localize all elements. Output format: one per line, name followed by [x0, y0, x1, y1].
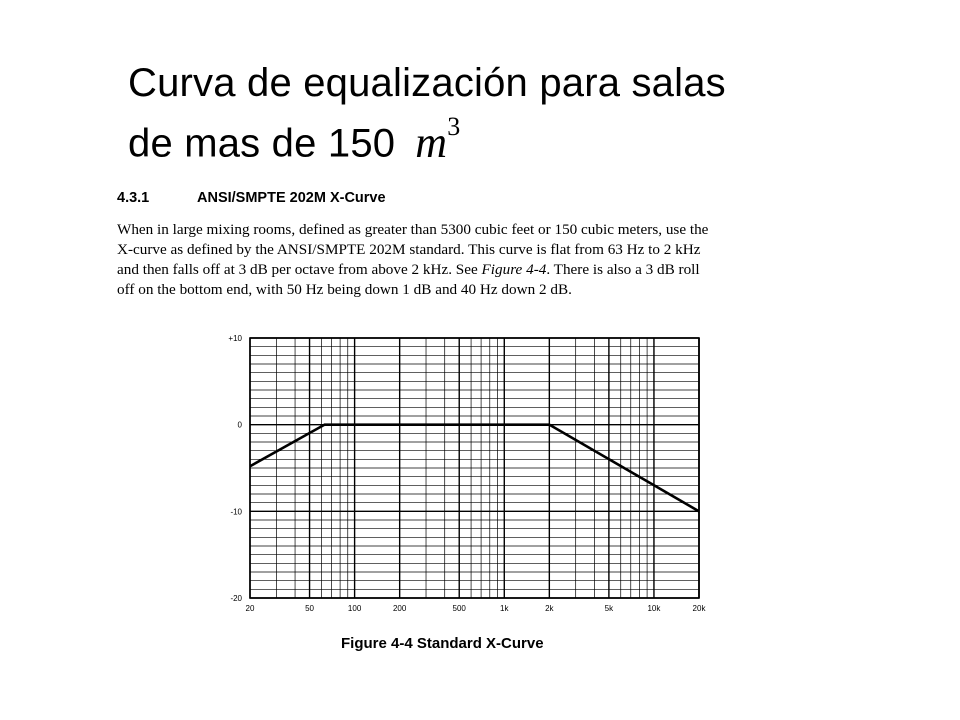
body-line: When in large mixing rooms, defined as greater than 5300 cubic feet or 150 cubic meters, use the: [117, 221, 709, 238]
x-tick-label: 50: [305, 604, 315, 613]
x-tick-label: 1k: [500, 604, 509, 613]
figure-caption: Figure 4-4 Standard X-Curve: [341, 635, 544, 652]
document-excerpt: [117, 190, 827, 300]
body-line: off on the bottom end, with 50 Hz being down 1 dB and 40 Hz down 2 dB.: [117, 281, 572, 298]
x-tick-label: 500: [452, 604, 466, 613]
body-line: X-curve as defined by the ANSI/SMPTE 202M standard. This curve is flat from 63 Hz to 2 kHz: [117, 241, 701, 258]
section-heading: [117, 190, 827, 206]
y-tick-label: 0: [237, 420, 242, 430]
x-tick-label: 2k: [545, 604, 554, 613]
cubic-meter-formula: [415, 112, 461, 167]
y-tick-label: +10: [228, 334, 242, 343]
slide-title-text: de mas de 150: [128, 121, 396, 166]
x-tick-label: 100: [347, 604, 362, 613]
body-text: and then falls off at 3 dB per octave from above 2 kHz. See: [117, 261, 482, 278]
x-curve-chart: [214, 326, 714, 626]
figure-reference: Figure 4-4: [481, 261, 547, 278]
x-tick-label: 5k: [604, 604, 614, 613]
formula-base: m: [415, 117, 448, 167]
slide-title-line-1: Curva de equalización para salas: [128, 61, 726, 105]
x-tick-label: 20k: [692, 604, 706, 613]
section-title: ANSI/SMPTE 202M X-Curve: [197, 190, 386, 206]
y-tick-label: -20: [230, 594, 242, 603]
slide-title-line-2: [128, 108, 726, 169]
section-number: 4.3.1: [117, 190, 150, 206]
body-line: [117, 260, 827, 280]
slide-title: [128, 58, 726, 169]
x-tick-label: 200: [392, 604, 407, 613]
x-tick-label: 20: [245, 604, 255, 613]
formula-exponent: 3: [447, 112, 461, 141]
x-tick-label: 10k: [647, 604, 661, 613]
body-text: . There is also a 3 dB roll: [546, 261, 700, 278]
y-tick-label: -10: [230, 507, 242, 517]
section-body: [117, 220, 827, 300]
